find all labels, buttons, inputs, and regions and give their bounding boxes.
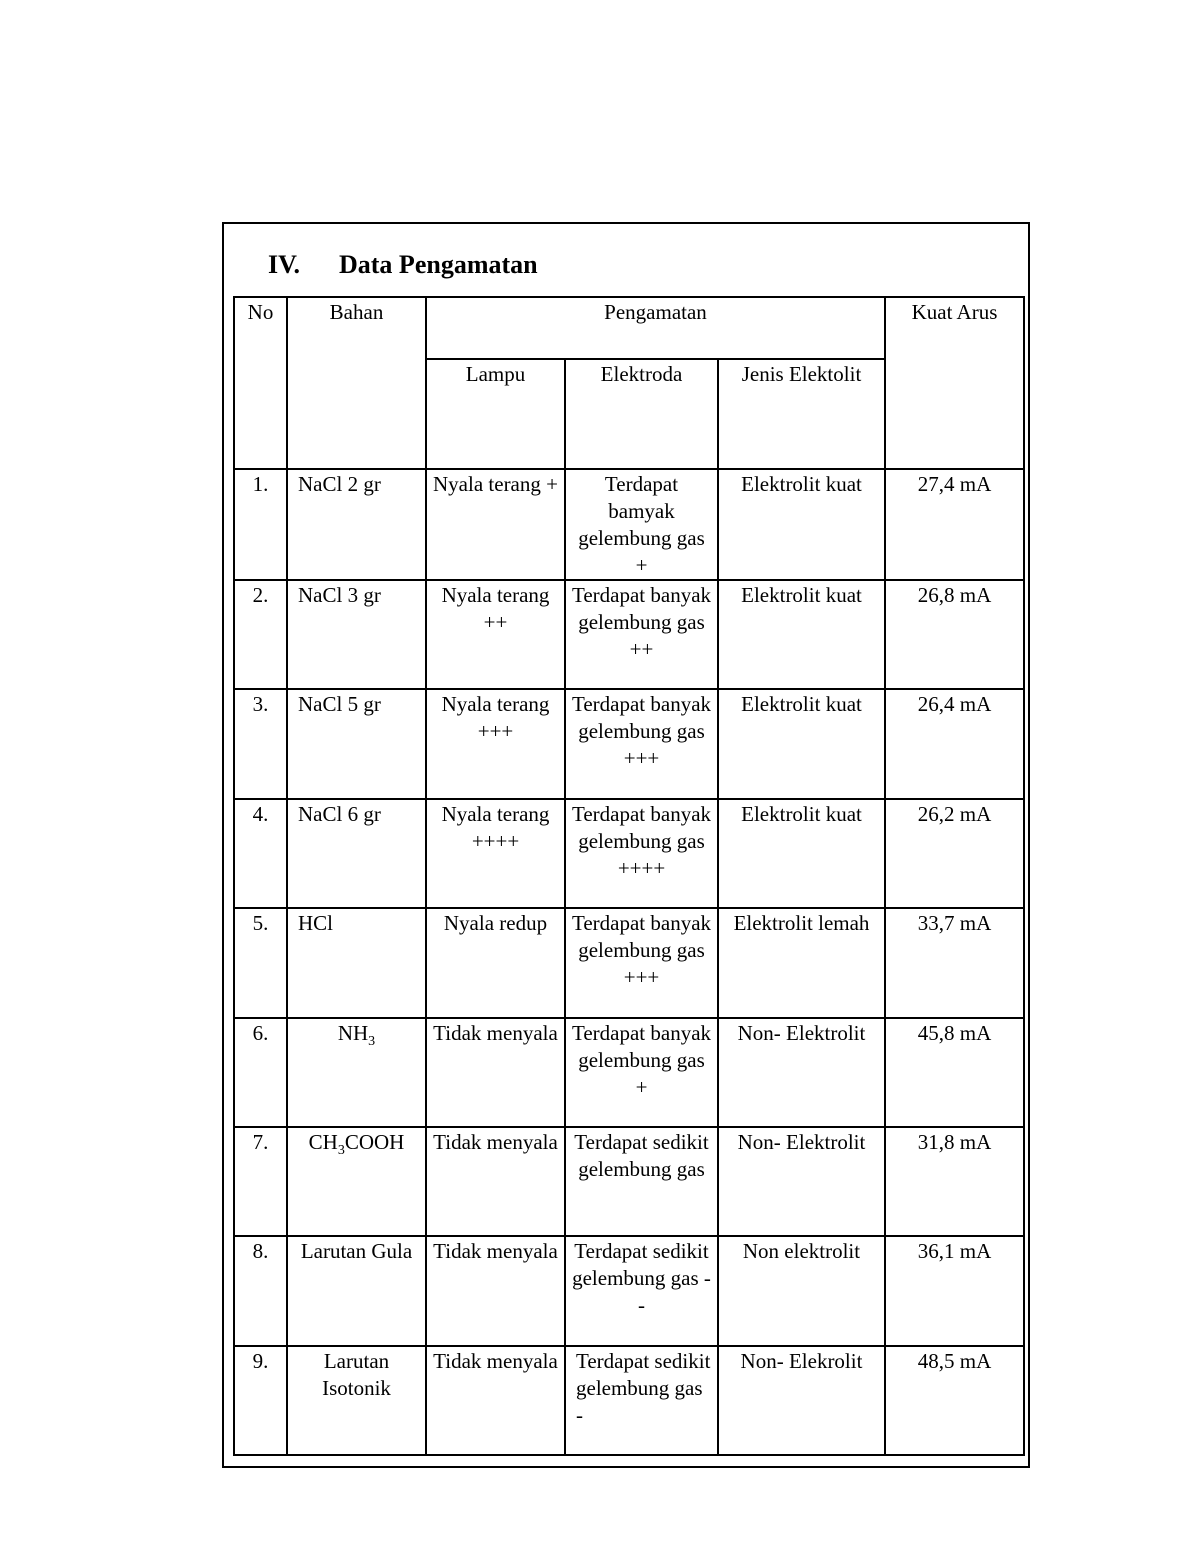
- cell-bahan: Larutan Isotonik: [287, 1346, 426, 1455]
- cell-bahan: NaCl 2 gr: [287, 469, 426, 580]
- table-row: [234, 469, 1024, 580]
- cell-bahan: Larutan Gula: [287, 1236, 426, 1345]
- cell-lampu: Tidak menyala: [426, 1346, 565, 1455]
- formula-prefix: NH: [337, 1020, 369, 1045]
- cell-arus: 31,8 mA: [885, 1127, 1024, 1236]
- cell-jenis: Elektrolit lemah: [718, 908, 885, 1017]
- cell-lampu: Tidak menyala: [426, 1018, 565, 1127]
- cell-elektroda: Terdapat banyak gelembung gas ++++: [565, 799, 718, 908]
- section-heading: [268, 250, 538, 280]
- cell-no: 9.: [234, 1346, 287, 1455]
- formula-prefix: CH: [308, 1129, 338, 1154]
- section-number: IV.: [268, 250, 301, 279]
- table-row: [234, 1127, 1024, 1236]
- cell-no: 4.: [234, 799, 287, 908]
- cell-arus: 27,4 mA: [885, 469, 1024, 580]
- table-row: [234, 908, 1024, 1017]
- cell-lampu: Nyala terang +++: [426, 689, 565, 798]
- cell-no: 5.: [234, 908, 287, 1017]
- cell-jenis: Elektrolit kuat: [718, 689, 885, 798]
- cell-arus: 45,8 mA: [885, 1018, 1024, 1127]
- cell-bahan: NaCl 5 gr: [287, 689, 426, 798]
- cell-bahan: [287, 1018, 426, 1127]
- cell-bahan: NaCl 6 gr: [287, 799, 426, 908]
- observation-table: [233, 296, 1025, 1456]
- table-row: [234, 1236, 1024, 1345]
- header-no: No: [234, 297, 287, 469]
- cell-bahan: HCl: [287, 908, 426, 1017]
- cell-elektroda: Terdapat bamyak gelembung gas +: [565, 469, 718, 580]
- cell-elektroda: Terdapat sedikit gelembung gas --: [565, 1236, 718, 1345]
- cell-arus: 26,8 mA: [885, 580, 1024, 689]
- cell-lampu: Tidak menyala: [426, 1127, 565, 1236]
- cell-elektroda: Terdapat banyak gelembung gas +: [565, 1018, 718, 1127]
- cell-jenis: Non elektrolit: [718, 1236, 885, 1345]
- cell-elektroda: Terdapat sedikit gelembung gas -: [565, 1346, 718, 1455]
- formula-suffix: COOH: [344, 1129, 405, 1154]
- cell-no: 3.: [234, 689, 287, 798]
- header-elektroda: Elektroda: [565, 359, 718, 469]
- cell-lampu: Nyala terang ++: [426, 580, 565, 689]
- cell-arus: 33,7 mA: [885, 908, 1024, 1017]
- cell-jenis: Non- Elektrolit: [718, 1018, 885, 1127]
- cell-arus: 36,1 mA: [885, 1236, 1024, 1345]
- section-title: Data Pengamatan: [339, 250, 538, 279]
- cell-no: 2.: [234, 580, 287, 689]
- cell-bahan: NaCl 3 gr: [287, 580, 426, 689]
- cell-arus: 26,4 mA: [885, 689, 1024, 798]
- table-row: [234, 799, 1024, 908]
- cell-lampu: Tidak menyala: [426, 1236, 565, 1345]
- cell-jenis: Non- Elektrolit: [718, 1127, 885, 1236]
- cell-no: 7.: [234, 1127, 287, 1236]
- cell-elektroda: Terdapat banyak gelembung gas +++: [565, 908, 718, 1017]
- cell-jenis: Elektrolit kuat: [718, 799, 885, 908]
- table-row: [234, 1018, 1024, 1127]
- header-pengamatan: Pengamatan: [426, 297, 885, 359]
- cell-lampu: Nyala terang +: [426, 469, 565, 580]
- formula-subscript: 3: [337, 1143, 345, 1159]
- header-bahan: Bahan: [287, 297, 426, 469]
- cell-no: 8.: [234, 1236, 287, 1345]
- cell-elektroda: Terdapat sedikit gelembung gas: [565, 1127, 718, 1236]
- cell-lampu: Nyala terang ++++: [426, 799, 565, 908]
- cell-no: 6.: [234, 1018, 287, 1127]
- cell-jenis: Non- Elekrolit: [718, 1346, 885, 1455]
- cell-arus: 48,5 mA: [885, 1346, 1024, 1455]
- cell-no: 1.: [234, 469, 287, 580]
- formula-subscript: 3: [368, 1033, 376, 1049]
- table-row: [234, 1346, 1024, 1455]
- table-row: [234, 689, 1024, 798]
- cell-jenis: Elektrolit kuat: [718, 580, 885, 689]
- header-lampu: Lampu: [426, 359, 565, 469]
- cell-bahan: [287, 1127, 426, 1236]
- cell-jenis: Elektrolit kuat: [718, 469, 885, 580]
- cell-arus: 26,2 mA: [885, 799, 1024, 908]
- cell-elektroda: Terdapat banyak gelembung gas ++: [565, 580, 718, 689]
- cell-lampu: Nyala redup: [426, 908, 565, 1017]
- header-jenis-elektrolit: Jenis Elektolit: [718, 359, 885, 469]
- header-kuat-arus: Kuat Arus: [885, 297, 1024, 469]
- cell-elektroda: Terdapat banyak gelembung gas +++: [565, 689, 718, 798]
- table-row: [234, 580, 1024, 689]
